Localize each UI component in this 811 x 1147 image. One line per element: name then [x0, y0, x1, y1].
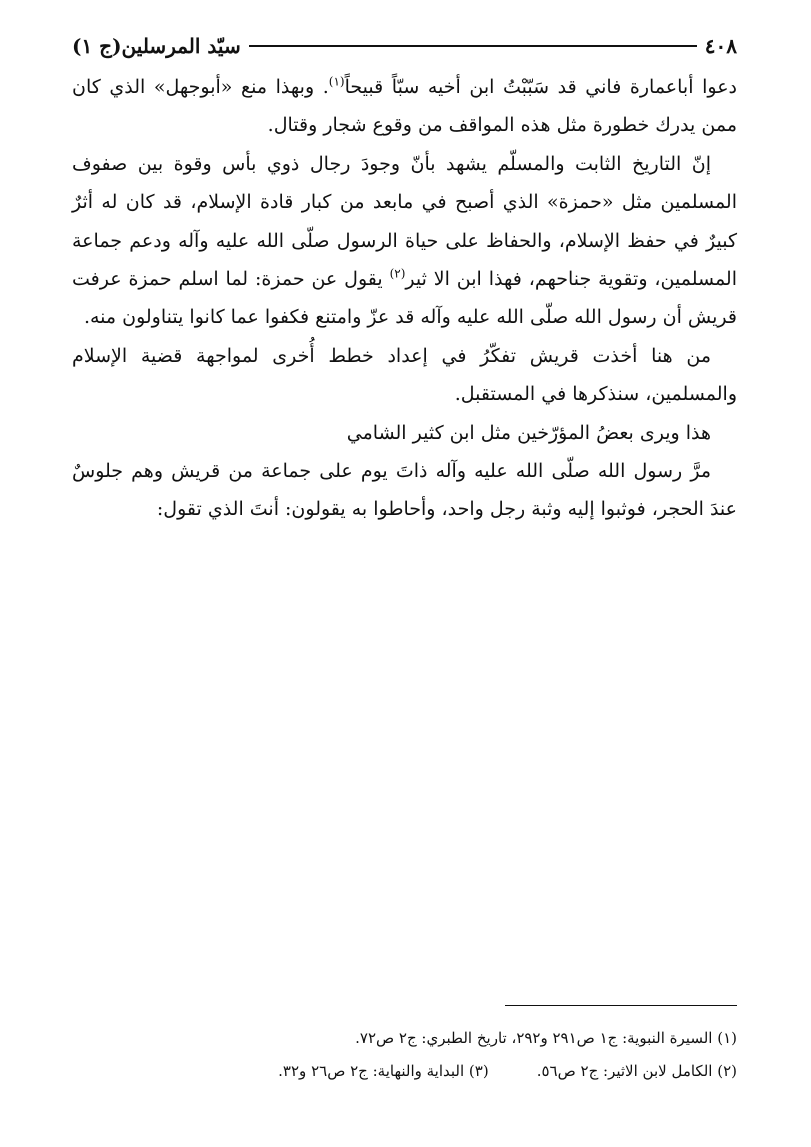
paragraph-text-rest: . وبهذا منع «أبوجهل» الذي كان ممن يدرك خطورة مثل هذه المواقف من وقوع شجار وقتال. — [72, 76, 737, 137]
footnote-row-2 — [72, 1055, 737, 1088]
footnote-2: (٢) الكامل لابن الاثير: ج٢ ص٥٦. — [536, 1062, 737, 1080]
footnote-1: (١) السيرة النبوية: ج١ ص٢٩١ و٢٩٢، تاريخ الطبري: ج٢ ص٧٢. — [355, 1029, 737, 1047]
footnote-ref-1: (١) — [328, 74, 345, 89]
paragraph-2 — [72, 145, 737, 337]
paragraph-text: دعوا أباعمارة فاني قد سَبّبْتُ ابن أخيه سبّاً قبيحاً — [344, 76, 737, 98]
footnote-separator — [505, 1005, 737, 1006]
paragraph-text: من هنا أخذت قريش تفكّرُ في إعداد خطط أُخرى لمواجهة قضية الإسلام والمسلمين، سنذكرها في المستقبل. — [72, 344, 737, 406]
page-number: ٤٠٨ — [704, 34, 737, 58]
page-header — [72, 28, 737, 64]
paragraph-5 — [72, 452, 737, 529]
page-body — [72, 68, 737, 529]
paragraph-text: هذا ويرى بعضُ المؤرّخين مثل ابن كثير الشامي — [346, 421, 711, 444]
footnote-ref-2: (٢) — [389, 266, 406, 281]
paragraph-3 — [72, 337, 737, 414]
footnotes — [72, 1022, 737, 1088]
book-title: سيّد المرسلين(ج ١) — [72, 34, 241, 58]
paragraph-4 — [72, 414, 737, 452]
paragraph-text: مرَّ رسول الله صلّى الله عليه وآله ذاتَ يوم على جماعة من قريش وهم جلوسٌ عندَ الحجر، فوثبوا إليه وثبة رجل واحد، وأحاطوا به يقولون: أنتَ الذي تقول: — [72, 460, 737, 521]
paragraph-text-rest: يقول عن حمزة: لما اسلم حمزة عرفت قريش أن رسول الله صلّى الله عليه وآله قد عزّ وامتنع فكفوا عما كانوا يتناولون منه. — [72, 268, 737, 329]
paragraph-1 — [72, 68, 737, 145]
paragraph-text: إنّ التاريخ الثابت والمسلّم يشهد بأنّ وجودَ رجال ذوي بأس وقوة بين صفوف المسلمين مثل «حمزة» الذي أصبح في مابعد من كبار قادة الإسلام، قد كان له أثرٌ كبيرٌ في حفظ الإسلام، والحفاظ على حياة الرسول صلّى الله عليه وآله ودعم جماعة المسلمين، وتقوية جناحهم، فهذا ابن الا ثير — [72, 152, 738, 291]
header-rule — [249, 45, 697, 47]
footnote-3: (٣) البداية والنهاية: ج٢ ص٢٦ و٣٢. — [278, 1062, 489, 1080]
footnote-row-1 — [72, 1022, 737, 1055]
